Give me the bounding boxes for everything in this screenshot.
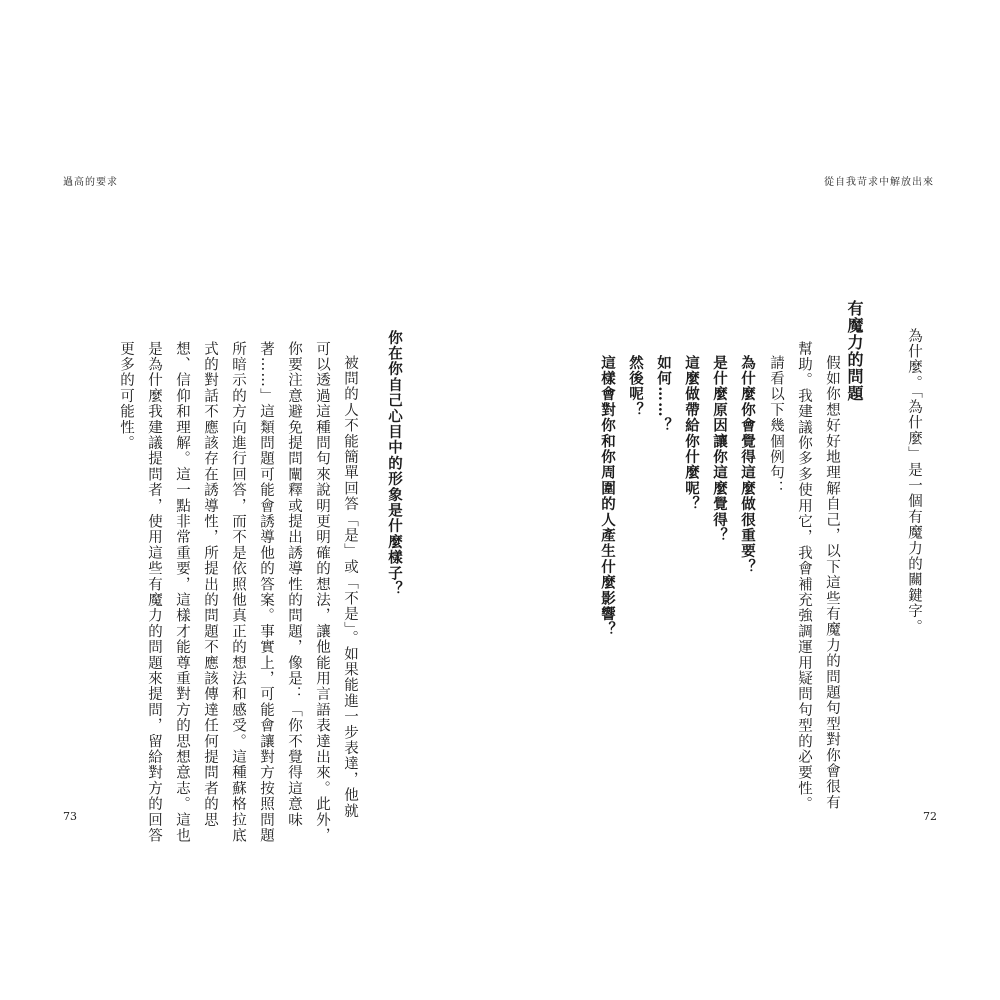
intro-line: 為什麼。「為什麼」是一個有魔力的關鍵字。 [906,328,922,635]
right-page [500,0,1000,1000]
running-header-right: 從自我苛求中解放出來 [824,177,934,188]
body-line: 請看以下幾個例句： [768,355,784,497]
question-heading: 你在你自己心目中的形象是什麼樣子？ [386,330,403,597]
paragraph-line: 可以透過這種問句來說明更明確的想法，讓他能用言語表達出來。此外， [314,341,330,844]
running-header-left: 過高的要求 [63,177,118,188]
paragraph-line: 著……」這類問題可能會誘導他的答案。事實上，可能會讓對方按照問題 [258,341,274,844]
paragraph-line: 所暗示的方向進行回答，而不是依照他真正的想法和感受。這種蘇格拉底 [230,341,246,844]
paragraph-line: 想、信仰和理解。這一點非常重要，這樣才能尊重對方的思想意志。這也 [174,341,190,844]
section-heading: 有魔力的問題 [845,300,864,402]
body-line: 假如你想好好地理解自己，以下這些有魔力的問題句型對你會很有 [824,355,840,811]
body-line: 幫助。我建議你多多使用它，我會補充強調運用疑問句型的必要性。 [796,341,812,812]
example-question: 是什麼原因讓你這麼覺得？ [711,355,728,544]
example-question: 這麼做帶給你什麼呢？ [683,355,700,512]
example-question: 如何……？ [655,355,672,434]
paragraph-line: 更多的可能性。 [118,341,134,451]
paragraph-line: 被問的人不能簡單回答「是」或「不是」。如果能進一步表達，他就 [342,355,358,819]
example-question: 為什麼你會覺得這麼做很重要？ [739,355,756,575]
paragraph-line: 式的對話不應該存在誘導性，所提出的問題不應該傳達任何提問者的思 [202,341,218,828]
paragraph-line: 你要注意避免提問闡釋或提出誘導性的問題，像是：「你不覺得這意味 [286,341,302,828]
example-question: 這樣會對你和你周圍的人產生什麼影響？ [599,355,616,638]
paragraph-line: 是為什麼我建議提問者，使用這些有魔力的問題來提問，留給對方的回答 [146,341,162,844]
page-number-left: 73 [63,810,77,823]
example-question: 然後呢？ [627,355,644,418]
page-number-right: 72 [923,810,937,823]
